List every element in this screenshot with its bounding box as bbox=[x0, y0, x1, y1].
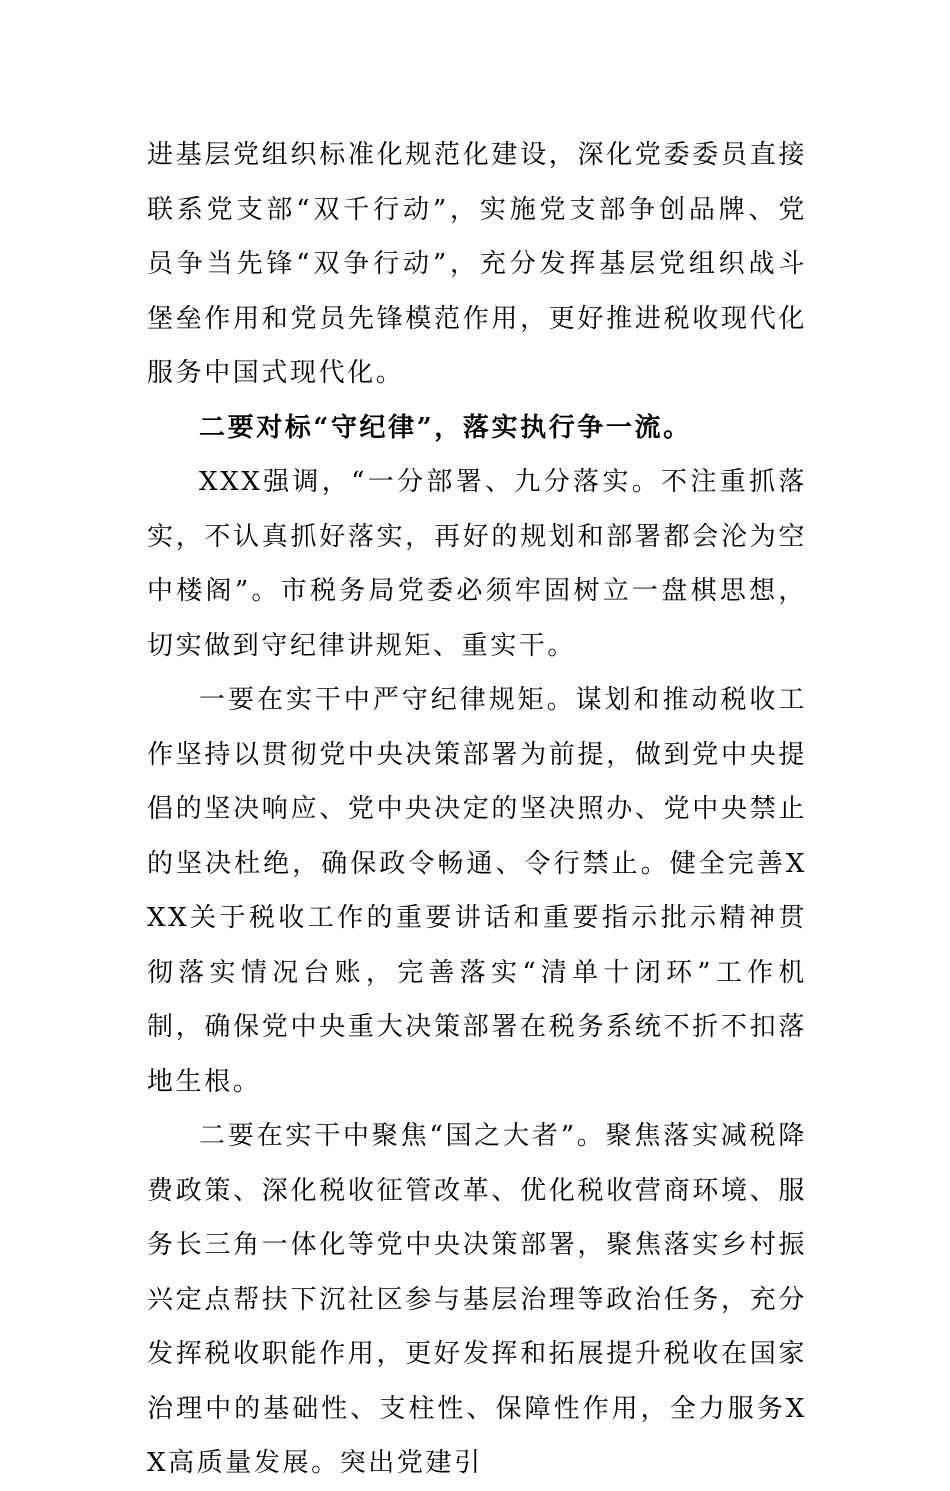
section-heading: 二要对标“守纪律”，落实执行争一流。 bbox=[199, 412, 692, 443]
paragraph-discipline: 一要在实干中严守纪律规矩。谋划和推动税收工作坚持以贯彻党中央决策部署为前提，做到党中央提倡的坚决响应、党中央决定的坚决照办、党中央禁止的坚决杜绝，确保政令畅通、令行禁止。健全完善XXX关于税收工作的重要讲话和重要指示批示精神贯彻落实情况台账，完善落实“清单十闭环”工作机制，确保党中央重大决策部署在税务系统不折不扣落地生根。 bbox=[147, 685, 807, 1097]
paragraph-quote: XXX强调，“一分部署、九分落实。不注重抓落实，不认真抓好落实，再好的规划和部署都会沦为空中楼阁”。市税务局党委必须牢固树立一盘棋思想，切实做到守纪律讲规矩、重实干。 bbox=[147, 467, 807, 661]
document-page bbox=[147, 128, 807, 1491]
paragraph-focus: 二要在实干中聚焦“国之大者”。聚焦落实减税降费政策、深化税收征管改革、优化税收营商环境、服务长三角一体化等党中央决策部署，聚焦落实乡村振兴定点帮扶下沉社区参与基层治理等政治任务，充分发挥税收职能作用，更好发挥和拓展提升税收在国家治理中的基础性、支柱性、保障性作用，全力服务XX高质量发展。突出党建引 bbox=[147, 1121, 807, 1478]
paragraph-continuation: 进基层党组织标准化规范化建设，深化党委委员直接联系党支部“双千行动”，实施党支部争创品牌、党员争当先锋“双争行动”，充分发挥基层党组织战斗堡垒作用和党员先锋模范作用，更好推进税收现代化服务中国式现代化。 bbox=[147, 140, 807, 388]
